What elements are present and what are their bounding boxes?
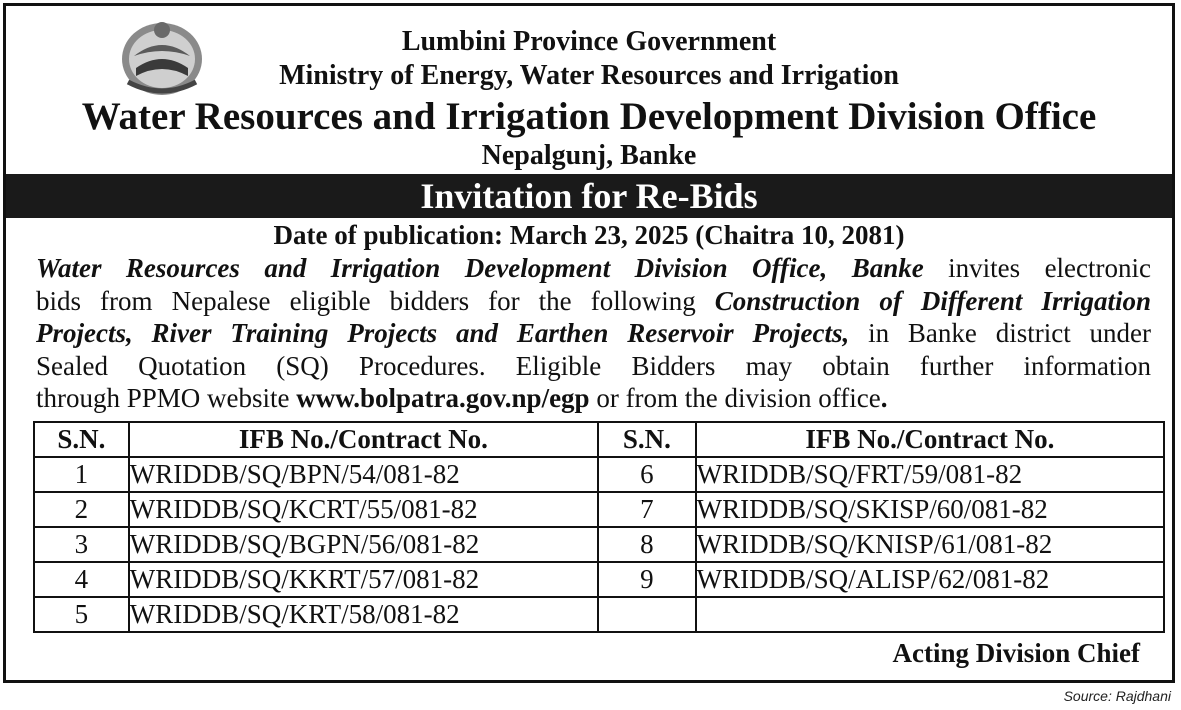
table-row — [34, 457, 1164, 492]
body-office-name: Water Resources and Irrigation Development Division Office, Banke — [36, 253, 924, 283]
sn-cell: 4 — [34, 562, 129, 597]
sn-cell: 8 — [598, 527, 696, 562]
ifb-cell: WRIDDB/SQ/FRT/59/081-82 — [696, 457, 1164, 492]
header-ifb-1: IFB No./Contract No. — [129, 422, 598, 457]
ifb-cell: WRIDDB/SQ/BGPN/56/081-82 — [129, 527, 598, 562]
body-text-6: or from the division office — [596, 383, 881, 413]
body-projects-a: Construction of Different Irrigation — [714, 285, 1151, 316]
bids-table — [33, 421, 1165, 633]
government-name: Lumbini Province Government — [401, 26, 777, 57]
sn-cell: 1 — [34, 457, 129, 492]
body-line-5 — [36, 382, 1151, 415]
table-row — [34, 527, 1164, 562]
office-location: Nepalgunj, Banke — [481, 140, 697, 171]
sn-cell: 9 — [598, 562, 696, 597]
ifb-cell: WRIDDB/SQ/KCRT/55/081-82 — [129, 492, 598, 527]
body-projects-b: Projects, River Training Projects and Earthen Reservoir Projects, — [36, 318, 850, 348]
table-row — [34, 597, 1164, 632]
body-period: . — [880, 383, 888, 413]
publication-date: Date of publication: March 23, 2025 (Chaitra 10, 2081) — [273, 220, 905, 250]
table-row — [34, 492, 1164, 527]
body-text-3: in Banke district under — [868, 318, 1151, 348]
body-text-2: bids from Nepalese eligible bidders for the following — [36, 285, 696, 316]
header-sn-1: S.N. — [34, 422, 129, 457]
body-line-2 — [36, 285, 1151, 318]
ifb-cell: WRIDDB/SQ/KNISP/61/081-82 — [696, 527, 1164, 562]
table-row — [34, 562, 1164, 597]
ifb-cell: WRIDDB/SQ/KRT/58/081-82 — [129, 597, 598, 632]
website-link[interactable]: www.bolpatra.gov.np/egp — [296, 383, 590, 413]
source-credit: Source: Rajdhani — [1063, 688, 1171, 704]
ifb-cell: WRIDDB/SQ/BPN/54/081-82 — [129, 457, 598, 492]
ifb-cell: WRIDDB/SQ/SKISP/60/081-82 — [696, 492, 1164, 527]
header-sn-2: S.N. — [598, 422, 696, 457]
office-name: Water Resources and Irrigation Development Division Office — [81, 95, 1097, 138]
body-text-1: invites electronic — [948, 253, 1152, 283]
body-line-3 — [36, 317, 1151, 350]
notice-frame — [3, 3, 1175, 683]
ifb-cell: WRIDDB/SQ/ALISP/62/081-82 — [696, 562, 1164, 597]
body-text-5: through PPMO website — [36, 383, 290, 413]
ifb-cell — [696, 597, 1164, 632]
sn-cell: 3 — [34, 527, 129, 562]
notice-title-banner: Invitation for Re-Bids — [6, 174, 1172, 218]
table-header-row — [34, 422, 1164, 457]
body-text-4: Sealed Quotation (SQ) Procedures. Eligible Bidders may obtain further information — [36, 350, 1151, 381]
header-ifb-2: IFB No./Contract No. — [696, 422, 1164, 457]
body-line-1 — [36, 252, 1151, 285]
ifb-cell: WRIDDB/SQ/KKRT/57/081-82 — [129, 562, 598, 597]
body-line-4 — [36, 350, 1151, 383]
sn-cell: 6 — [598, 457, 696, 492]
sn-cell: 5 — [34, 597, 129, 632]
ministry-name: Ministry of Energy, Water Resources and Irrigation — [279, 60, 899, 91]
notice-body — [36, 252, 1151, 415]
sn-cell — [598, 597, 696, 632]
sn-cell: 2 — [34, 492, 129, 527]
sn-cell: 7 — [598, 492, 696, 527]
signature-title: Acting Division Chief — [892, 638, 1140, 668]
